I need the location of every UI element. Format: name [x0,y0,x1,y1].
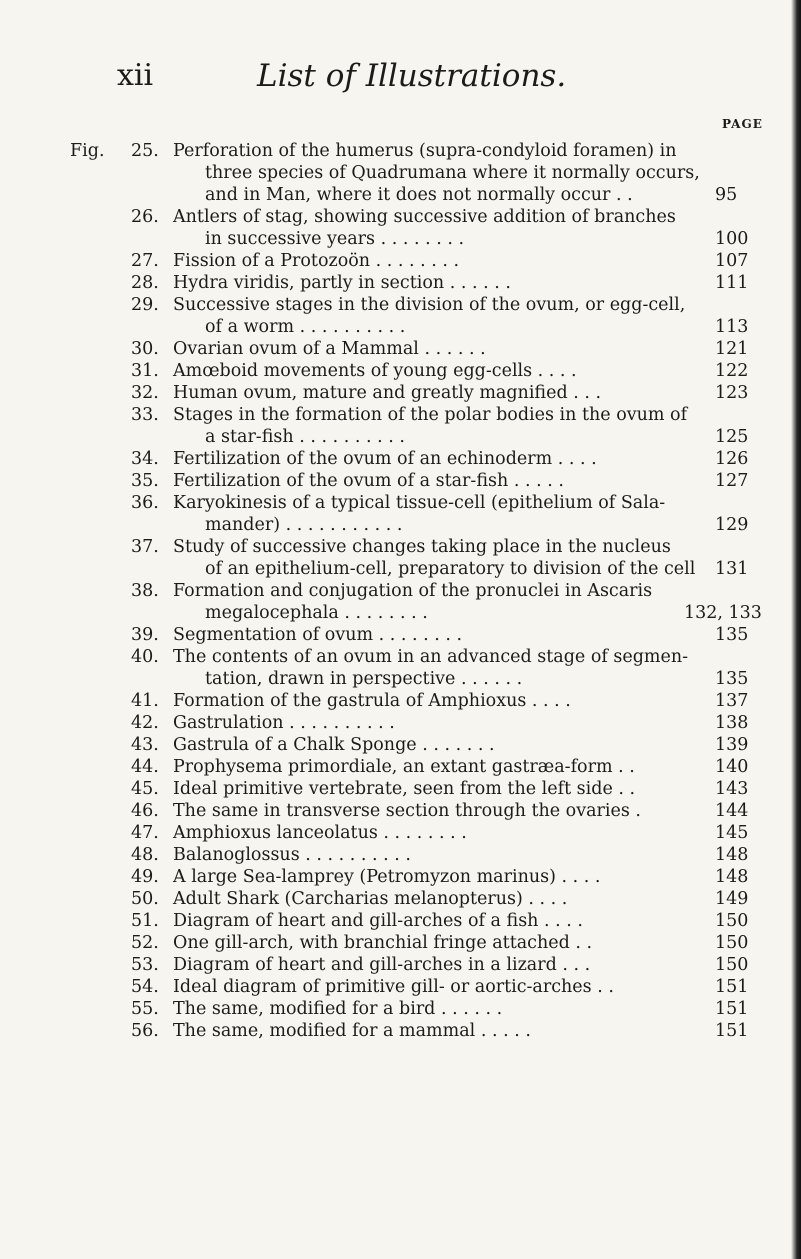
figure-number: 32. [131,383,159,403]
entry-line [0,338,801,360]
figure-caption: Perforation of the humerus (supra-condyloid foramen) in [173,141,677,161]
entry-line [0,756,801,778]
figure-number: 41. [131,691,159,711]
page-column-label: PAGE [722,117,763,131]
page-reference: 143 [715,779,749,799]
list-item [0,250,801,272]
entry-line [0,382,801,404]
page-reference: 129 [715,515,749,535]
figure-number: 55. [131,999,159,1019]
list-item [0,338,801,360]
figure-caption: Adult Shark (Carcharias melanopterus) . . . . [173,889,568,909]
entry-line [0,646,801,668]
page-reference: 135 [715,625,749,645]
page-reference: 150 [715,955,749,975]
figure-number: 36. [131,493,159,513]
list-item [0,580,801,624]
figure-number: 27. [131,251,159,271]
page-reference: 139 [715,735,749,755]
figure-caption: Diagram of heart and gill-arches in a lizard . . . [173,955,591,975]
page-reference: 131 [715,559,749,579]
figure-caption: Fertilization of the ovum of an echinoderm . . . . [173,449,597,469]
fig-label: Fig. [70,141,105,161]
figure-number: 51. [131,911,159,931]
page-reference: 125 [715,427,749,447]
page-reference: 151 [715,977,749,997]
figure-number: 37. [131,537,159,557]
figure-number: 35. [131,471,159,491]
figure-number: 33. [131,405,159,425]
list-item [0,756,801,778]
page-reference: 122 [715,361,749,381]
list-item [0,360,801,382]
figure-caption: Ideal diagram of primitive gill- or aortic-arches . . [173,977,614,997]
page-reference: 127 [715,471,749,491]
entry-line [0,910,801,932]
list-item [0,976,801,998]
entry-line [0,954,801,976]
figure-number: 26. [131,207,159,227]
figure-caption: Prophysema primordiale, an extant gastræa-form . . [173,757,635,777]
entry-line [0,580,801,602]
entry-line [0,404,801,426]
entry-line [0,866,801,888]
entry-line [0,602,801,624]
page-reference: 151 [715,999,749,1019]
entry-line [0,316,801,338]
page-reference: 148 [715,845,749,865]
page-reference: 132, 133 [684,603,762,623]
list-item [0,932,801,954]
figure-caption: Stages in the formation of the polar bodies in the ovum of [173,405,688,425]
figure-caption: Fission of a Protozoön . . . . . . . . [173,251,460,271]
figure-number: 43. [131,735,159,755]
figure-caption: The contents of an ovum in an advanced stage of segmen- [173,647,689,667]
page-reference: 126 [715,449,749,469]
entry-line [0,140,801,162]
entry-line [0,558,801,580]
page-reference: 95 [715,185,738,205]
entry-line [0,1020,801,1042]
list-item [0,712,801,734]
figure-caption: Study of successive changes taking place in the nucleus [173,537,671,557]
figure-number: 42. [131,713,159,733]
entry-line [0,976,801,998]
page-reference: 144 [715,801,749,821]
page-reference: 137 [715,691,749,711]
figure-caption: Ovarian ovum of a Mammal . . . . . . [173,339,486,359]
figure-caption: Karyokinesis of a typical tissue-cell (epithelium of Sala- [173,493,666,513]
entry-line [0,822,801,844]
figure-number: 39. [131,625,159,645]
figure-caption: Gastrulation . . . . . . . . . . [173,713,395,733]
entry-line [0,228,801,250]
figure-number: 45. [131,779,159,799]
entry-line [0,844,801,866]
figure-caption: Formation of the gastrula of Amphioxus . . . . [173,691,571,711]
entry-line [0,250,801,272]
figure-number: 28. [131,273,159,293]
list-item [0,910,801,932]
page-reference: 100 [715,229,749,249]
list-item [0,954,801,976]
figure-number: 56. [131,1021,159,1041]
entry-line [0,800,801,822]
figure-caption: Ideal primitive vertebrate, seen from the left side . . [173,779,636,799]
page-reference: 149 [715,889,749,909]
figure-caption: megalocephala . . . . . . . . [205,603,428,623]
list-item [0,470,801,492]
figure-caption: Segmentation of ovum . . . . . . . . [173,625,463,645]
page-reference: 138 [715,713,749,733]
page-reference: 145 [715,823,749,843]
entry-line [0,998,801,1020]
figure-caption: Hydra viridis, partly in section . . . . . . [173,273,511,293]
list-item [0,492,801,536]
figure-number: 38. [131,581,159,601]
figure-caption: three species of Quadrumana where it normally occurs, [205,163,700,183]
entry-line [0,492,801,514]
page-reference: 107 [715,251,749,271]
list-item [0,822,801,844]
list-item [0,404,801,448]
figure-number: 46. [131,801,159,821]
figure-number: 34. [131,449,159,469]
figure-caption: The same, modified for a bird . . . . . . [173,999,503,1019]
entry-line [0,888,801,910]
page-reference: 151 [715,1021,749,1041]
entry-line [0,162,801,184]
figure-number: 25. [131,141,159,161]
figure-number: 47. [131,823,159,843]
list-item [0,734,801,756]
figure-caption: Fertilization of the ovum of a star-fish . . . . . [173,471,564,491]
figure-number: 53. [131,955,159,975]
entry-line [0,668,801,690]
figure-caption: One gill-arch, with branchial fringe attached . . [173,933,593,953]
figure-number: 40. [131,647,159,667]
entry-line [0,734,801,756]
page-reference: 123 [715,383,749,403]
entry-line [0,690,801,712]
list-item [0,844,801,866]
figure-caption: Formation and conjugation of the pronuclei in Ascaris [173,581,653,601]
list-item [0,866,801,888]
entry-line [0,712,801,734]
illustrations-list [0,140,801,1042]
entry-line [0,778,801,800]
figure-number: 49. [131,867,159,887]
figure-caption: mander) . . . . . . . . . . . [205,515,403,535]
figure-caption: Diagram of heart and gill-arches of a fish . . . . [173,911,583,931]
figure-caption: Successive stages in the division of the ovum, or egg-cell, [173,295,686,315]
figure-caption: in successive years . . . . . . . . [205,229,465,249]
figure-caption: tation, drawn in perspective . . . . . . [205,669,523,689]
list-item [0,888,801,910]
page-title: List of Illustrations. [257,58,567,94]
figure-caption: and in Man, where it does not normally occur . . [205,185,633,205]
list-item [0,1020,801,1042]
entry-line [0,272,801,294]
figure-number: 29. [131,295,159,315]
page-reference: 113 [715,317,749,337]
entry-line [0,536,801,558]
list-item [0,690,801,712]
page-header [117,58,717,108]
figure-caption: of an epithelium-cell, preparatory to division of the cell [205,559,696,579]
entry-line [0,470,801,492]
page-reference: 150 [715,911,749,931]
entry-line [0,360,801,382]
figure-caption: Amœboid movements of young egg-cells . . . . [173,361,577,381]
figure-caption: Gastrula of a Chalk Sponge . . . . . . . [173,735,495,755]
figure-number: 54. [131,977,159,997]
entry-line [0,624,801,646]
figure-number: 30. [131,339,159,359]
list-item [0,382,801,404]
figure-number: 31. [131,361,159,381]
figure-caption: of a worm . . . . . . . . . . [205,317,406,337]
figure-caption: a star-fish . . . . . . . . . . [205,427,405,447]
figure-number: 50. [131,889,159,909]
figure-number: 48. [131,845,159,865]
entry-line [0,184,801,206]
list-item [0,448,801,470]
page-reference: 140 [715,757,749,777]
figure-caption: A large Sea-lamprey (Petromyzon marinus) . . . . [173,867,601,887]
figure-caption: Antlers of stag, showing successive addition of branches [173,207,676,227]
figure-caption: Human ovum, mature and greatly magnified . . . [173,383,602,403]
page-reference: 121 [715,339,749,359]
entry-line [0,426,801,448]
entry-line [0,448,801,470]
page-reference: 150 [715,933,749,953]
list-item [0,272,801,294]
entry-line [0,932,801,954]
page-reference: 135 [715,669,749,689]
page-reference: 148 [715,867,749,887]
figure-number: 44. [131,757,159,777]
page-number: xii [117,58,154,93]
figure-caption: Amphioxus lanceolatus . . . . . . . . [173,823,467,843]
list-item [0,206,801,250]
list-item [0,140,801,206]
figure-number: 52. [131,933,159,953]
page-reference: 111 [715,273,749,293]
list-item [0,778,801,800]
list-item [0,624,801,646]
figure-caption: The same in transverse section through the ovaries . [173,801,641,821]
entry-line [0,294,801,316]
figure-caption: Balanoglossus . . . . . . . . . . [173,845,411,865]
list-item [0,646,801,690]
list-item [0,294,801,338]
entry-line [0,514,801,536]
list-item [0,800,801,822]
list-item [0,536,801,580]
list-item [0,998,801,1020]
entry-line [0,206,801,228]
figure-caption: The same, modified for a mammal . . . . . [173,1021,531,1041]
